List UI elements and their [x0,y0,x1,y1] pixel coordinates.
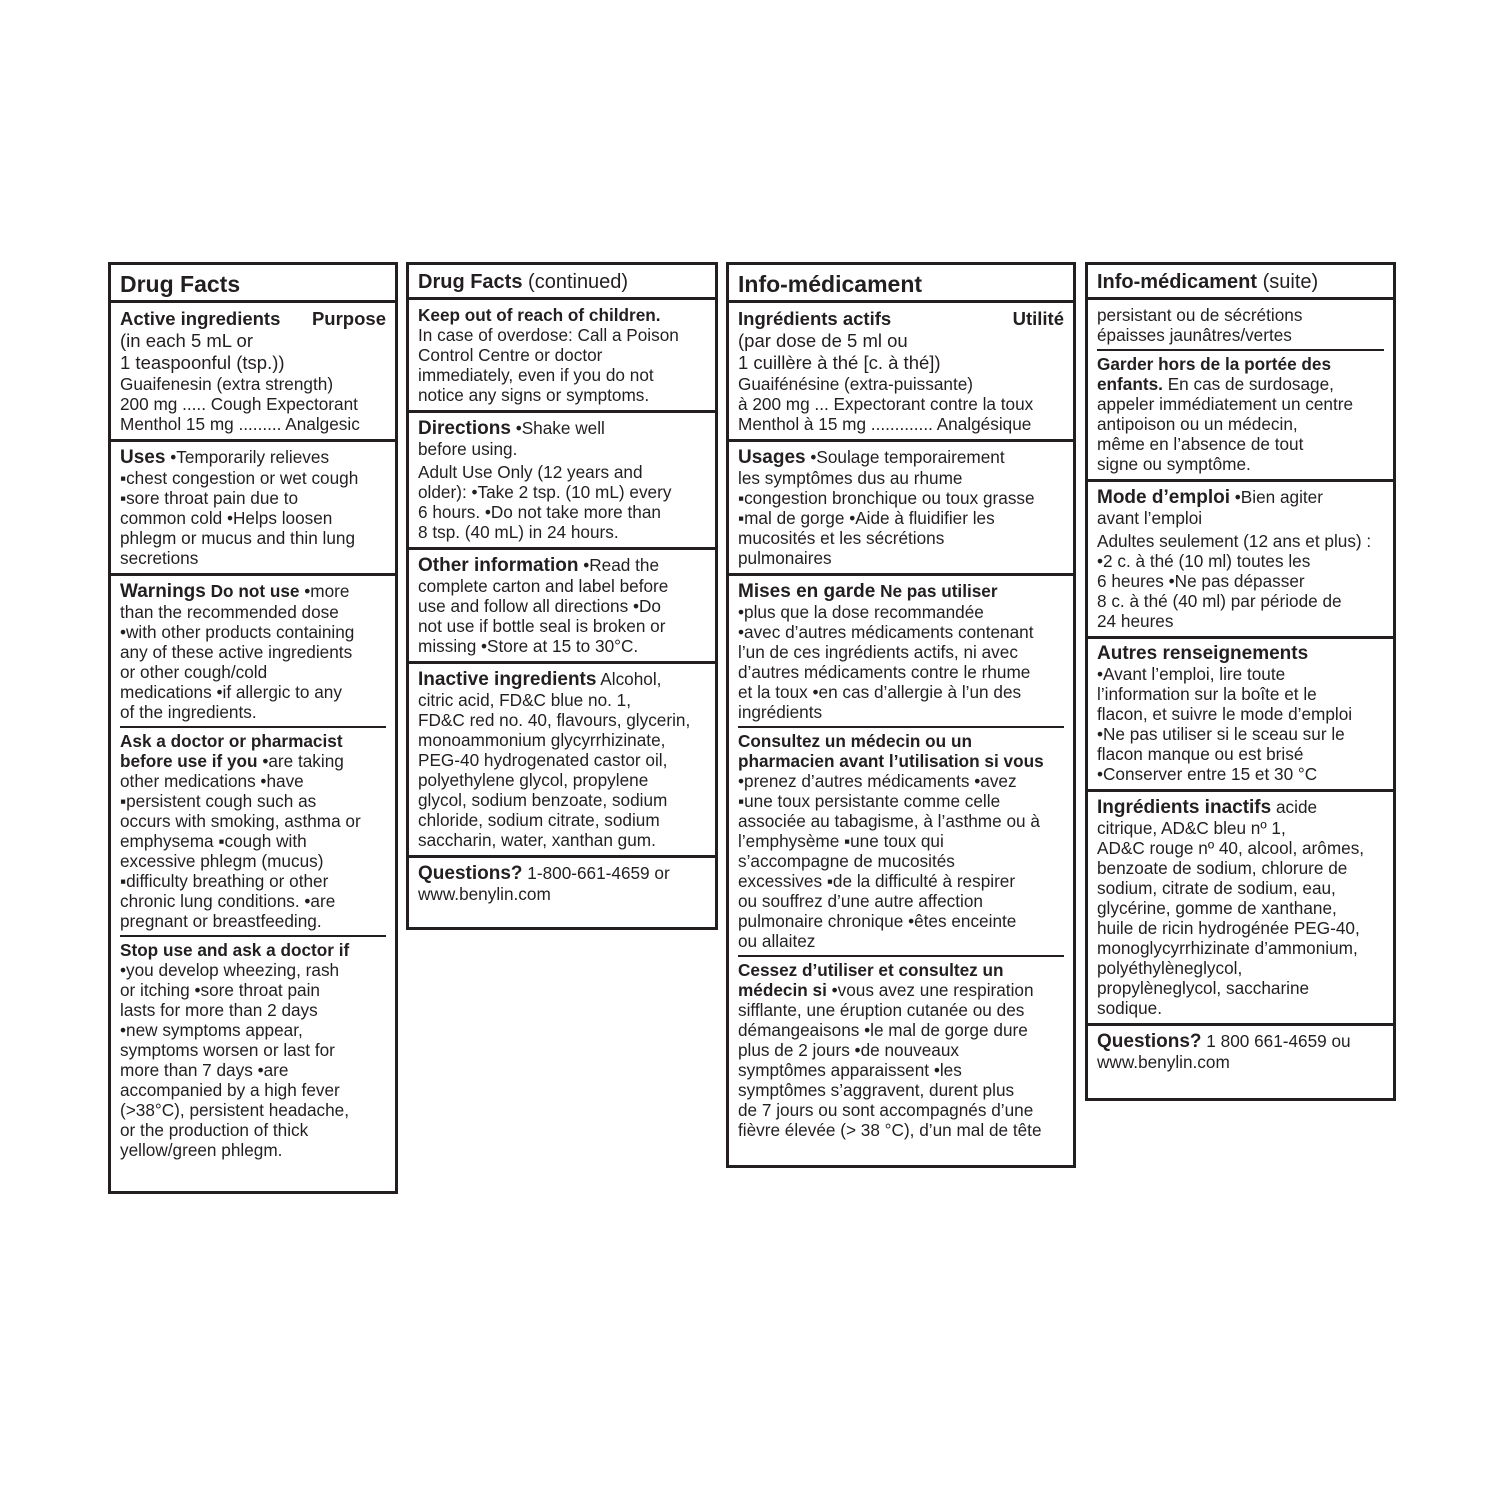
text-line: Guaifénésine (extra-puissante) [738,374,974,394]
text-line: In case of overdose: Call a Poison [418,325,679,345]
text-line: Alcohol, [600,669,662,689]
text-line: PEG-40 hydrogenated castor oil, [418,750,668,770]
text-line: 8 c. à thé (40 ml) par période de [1097,591,1342,611]
text-line: ▪congestion bronchique ou toux grasse [738,488,1035,508]
panel-title [1088,265,1393,300]
text-line: than the recommended dose [120,602,339,622]
info-medicament-suite-panel [1085,262,1396,1101]
active-ingredients-section [729,303,1073,442]
stop-use-subsection [120,935,386,1160]
text-line: symptômes apparaissent •les [738,1060,962,1080]
uses-section [111,442,395,576]
text-line: En cas de surdosage, [1167,374,1334,394]
text-line: chronic lung conditions. •are [120,891,336,911]
text-line: sodium, citrate de sodium, eau, [1097,878,1336,898]
text-line: (>38°C), persistent headache, [120,1100,350,1120]
ask-doctor-heading: pharmacien avant l’utilisation si vous [738,751,1044,771]
warnings-section [729,576,1073,1145]
text-line: benzoate de sodium, chlorure de [1097,858,1348,878]
ask-doctor-heading: Consultez un médecin ou un [738,731,972,751]
panel-title: Drug Facts [111,265,395,303]
directions-heading: Mode d’emploi [1097,487,1230,508]
text-line: glycol, sodium benzoate, sodium [418,790,668,810]
other-information-heading: Other information [418,555,579,576]
text-line: s’accompagne de mucosités [738,851,955,871]
questions-section [409,858,715,909]
text-line: plus de 2 jours •de nouveaux [738,1040,960,1060]
text-line: de 7 jours ou sont accompagnés d’une [738,1100,1034,1120]
inactive-ingredients-heading: Ingrédients inactifs [1097,797,1272,818]
text-line: démangeaisons •le mal de gorge dure [738,1020,1028,1040]
text-line: •you develop wheezing, rash [120,960,340,980]
text-line: FD&C red no. 40, flavours, glycerin, [418,710,691,730]
text-line: secretions [120,548,199,568]
purpose-heading: Purpose [311,308,386,329]
text-line: use and follow all directions •Do [418,596,661,616]
text-line: l’information sur la boîte et le [1097,684,1317,704]
text-line: citric acid, FD&C blue no. 1, [418,690,632,710]
text-line: d’autres médicaments contre le rhume [738,662,1031,682]
ask-doctor-heading: Ask a doctor or pharmacist [120,731,343,751]
text-line: pulmonaires [738,548,832,568]
text-line: ▪une toux persistante comme celle [738,791,1001,811]
text-line: 6 hours. •Do not take more than [418,502,661,522]
panel-title-suffix: (continued) [528,271,629,293]
text-line: 200 mg ..... Cough Expectorant [120,394,358,414]
ask-doctor-subsection [738,726,1064,951]
text-line: complete carton and label before [418,576,669,596]
stop-use-heading: Cessez d’utiliser et consultez un [738,960,1004,980]
text-line: •plus que la dose recommandée [738,602,984,622]
text-line: other medications •have [120,771,304,791]
keep-out-heading: Garder hors de la portée des [1097,354,1332,374]
text-line: polyethylene glycol, propylene [418,770,649,790]
text-line: before using. [418,439,518,459]
text-line: •Bien agiter [1234,487,1323,507]
text-line: pulmonaire chronique •êtes enceinte [738,911,1017,931]
text-line: propylèneglycol, saccharine [1097,978,1310,998]
drug-facts-continued-panel [406,262,718,930]
text-line: notice any signs or symptoms. [418,385,650,405]
other-information-section [409,550,715,664]
text-line: •2 c. à thé (10 ml) toutes les [1097,551,1311,571]
text-line: appeler immédiatement un centre [1097,394,1354,414]
text-line: or itching •sore throat pain [120,980,320,1000]
panel-title-suffix: (suite) [1262,271,1319,293]
stop-use-heading: Stop use and ask a doctor if [120,940,350,960]
text-line: acide [1275,797,1318,817]
text-line: flacon, et suivre le mode d’emploi [1097,704,1353,724]
drug-facts-panel [108,262,398,1194]
text-line: •prenez d’autres médicaments •avez [738,771,1017,791]
text-line: common cold •Helps loosen [120,508,333,528]
text-line: •new symptoms appear, [120,1020,303,1040]
uses-heading: Uses [120,447,166,468]
text-line: •Conserver entre 15 et 30 °C [1097,764,1318,784]
questions-heading: Questions? [418,863,523,884]
text-line: occurs with smoking, asthma or [120,811,361,831]
text-line: avant l’emploi [1097,508,1203,528]
text-line: or other cough/cold [120,662,268,682]
panel-title [409,265,715,300]
text-line: not use if bottle seal is broken or [418,616,666,636]
keep-out-of-reach-section [409,300,715,413]
text-line: 1 teaspoonful (tsp.)) [120,352,285,373]
text-line: medications •if allergic to any [120,682,342,702]
text-line: signe ou symptôme. [1097,454,1251,474]
stop-use-heading: médecin si [738,980,827,1000]
text-line: ▪difficulty breathing or other [120,871,329,891]
text-line: pregnant or breastfeeding. [120,911,322,931]
text-line: monoglycyrrhizinate d’ammonium, [1097,938,1358,958]
do-not-use-heading: Ne pas utiliser [880,581,998,601]
text-line: symptoms worsen or last for [120,1040,335,1060]
do-not-use-heading: Do not use [210,581,300,601]
inactive-ingredients-heading: Inactive ingredients [418,669,597,690]
keep-out-heading: enfants. [1097,374,1163,394]
text-line: huile de ricin hydrogénée PEG-40, [1097,918,1360,938]
text-line: 1 cuillère à thé [c. à thé]) [738,352,941,373]
text-line: AD&C rouge nº 40, alcool, arômes, [1097,838,1365,858]
text-line: •Read the [583,555,660,575]
text-line: Adultes seulement (12 ans et plus) : [1097,531,1372,551]
text-line: polyéthylèneglycol, [1097,958,1243,978]
text-line: •Soulage temporairement [810,447,1005,467]
text-line: sodique. [1097,998,1162,1018]
text-line: ou souffrez d’une autre affection [738,891,983,911]
text-line: 24 heures [1097,611,1174,631]
text-line: immediately, even if you do not [418,365,654,385]
uses-section [729,442,1073,576]
text-line: (in each 5 mL or [120,330,253,351]
website-link[interactable]: www.benylin.com [418,884,551,904]
text-line: ingrédients [738,702,823,722]
ask-doctor-heading: before use if you [120,751,258,771]
text-line: •Shake well [515,418,605,438]
text-line: antipoison ou un médecin, [1097,414,1298,434]
text-line: yellow/green phlegm. [120,1140,283,1160]
text-line: excessives ▪de la difficulté à respirer [738,871,1016,891]
text-line: •more [304,581,350,601]
text-line: même en l’absence de tout [1097,434,1304,454]
text-line: ▪mal de gorge •Aide à fluidifier les [738,508,995,528]
text-line: accompanied by a high fever [120,1080,340,1100]
text-line: any of these active ingredients [120,642,353,662]
text-line: phlegm or mucus and thin lung [120,528,356,548]
text-line: l’emphysème ▪une toux qui [738,831,944,851]
active-ingredients-heading: Active ingredients [120,308,281,329]
text-line: missing •Store at 15 to 30°C. [418,636,639,656]
text-line: •with other products containing [120,622,355,642]
text-line: of the ingredients. [120,702,257,722]
warnings-heading: Mises en garde [738,581,876,602]
text-line: Menthol à 15 mg ............. Analgésique [738,414,1032,434]
phone-number: 1-800-661-4659 or [527,863,670,883]
text-line: glycérine, gomme de xanthane, [1097,898,1337,918]
panel-title-text: Drug Facts [418,271,523,293]
text-line: ou allaitez [738,931,816,951]
panel-title-text: Info-médicament [1097,271,1258,293]
directions-heading: Directions [418,418,511,439]
text-line: Adult Use Only (12 years and [418,462,643,482]
text-line: associée au tabagisme, à l’asthme ou à [738,811,1040,831]
text-line: saccharin, water, xanthan gum. [418,830,656,850]
text-line: •Temporarily relieves [170,447,330,467]
keep-out-subsection [1097,349,1384,474]
keep-out-heading: Keep out of reach of children. [418,305,661,325]
text-line: ▪chest congestion or wet cough [120,468,359,488]
text-line: 6 heures •Ne pas dépasser [1097,571,1305,591]
text-line: Menthol 15 mg ......... Analgesic [120,414,360,434]
text-line: épaisses jaunâtres/vertes [1097,325,1292,345]
text-line: •are taking [262,751,344,771]
active-ingredients-heading: Ingrédients actifs [738,308,892,329]
text-line: les symptômes dus au rhume [738,468,963,488]
text-line: fièvre élevée (> 38 °C), d’un mal de tête [738,1120,1042,1140]
ask-doctor-subsection [120,726,386,931]
text-line: citrique, AD&C bleu nº 1, [1097,818,1286,838]
inactive-ingredients-section [1088,792,1393,1026]
text-line: •Avant l’emploi, lire toute [1097,664,1286,684]
active-ingredients-section [111,303,395,442]
info-medicament-panel [726,262,1076,1168]
website-link[interactable]: www.benylin.com [1097,1052,1230,1072]
text-line: 8 tsp. (40 mL) in 24 hours. [418,522,619,542]
text-line: à 200 mg ... Expectorant contre la toux [738,394,1034,414]
text-line: Guaifenesin (extra strength) [120,374,334,394]
text-line: Control Centre or doctor [418,345,603,365]
warnings-section [111,576,395,1165]
text-line: flacon manque ou est brisé [1097,744,1304,764]
text-line: or the production of thick [120,1120,309,1140]
phone-number: 1 800 661-4659 ou [1206,1031,1351,1051]
text-line: persistant ou de sécrétions [1097,305,1303,325]
text-line: mucosités et les sécrétions [738,528,945,548]
directions-section [1088,482,1393,639]
text-line: more than 7 days •are [120,1060,289,1080]
text-line: monoammonium glycyrrhizinate, [418,730,666,750]
other-information-section [1088,639,1393,792]
uses-heading: Usages [738,447,806,468]
text-line: excessive phlegm (mucus) [120,851,324,871]
text-line: chloride, sodium citrate, sodium [418,810,660,830]
stop-use-subsection [738,955,1064,1140]
text-line: symptômes s’aggravent, durent plus [738,1080,1015,1100]
text-line: (par dose de 5 ml ou [738,330,908,351]
text-line: lasts for more than 2 days [120,1000,318,1020]
text-line: sifflante, une éruption cutanée ou des [738,1000,1025,1020]
continued-text-section [1088,300,1393,482]
text-line: •vous avez une respiration [831,980,1034,1000]
text-line: older): •Take 2 tsp. (10 mL) every [418,482,672,502]
text-line: ▪persistent cough such as [120,791,317,811]
inactive-ingredients-section [409,664,715,858]
other-information-heading: Autres renseignements [1097,643,1309,664]
text-line: ▪sore throat pain due to [120,488,299,508]
text-line: •Ne pas utiliser si le sceau sur le [1097,724,1345,744]
purpose-heading: Utilité [1012,308,1064,329]
questions-heading: Questions? [1097,1031,1202,1052]
text-line: l’un de ces ingrédients actifs, ni avec [738,642,1018,662]
warnings-heading: Warnings [120,581,206,602]
questions-section [1088,1026,1393,1077]
text-line: •avec d’autres médicaments contenant [738,622,1034,642]
text-line: emphysema ▪cough with [120,831,307,851]
text-line: et la toux •en cas d’allergie à l’un des [738,682,1022,702]
panel-title: Info-médicament [729,265,1073,303]
directions-section [409,413,715,550]
